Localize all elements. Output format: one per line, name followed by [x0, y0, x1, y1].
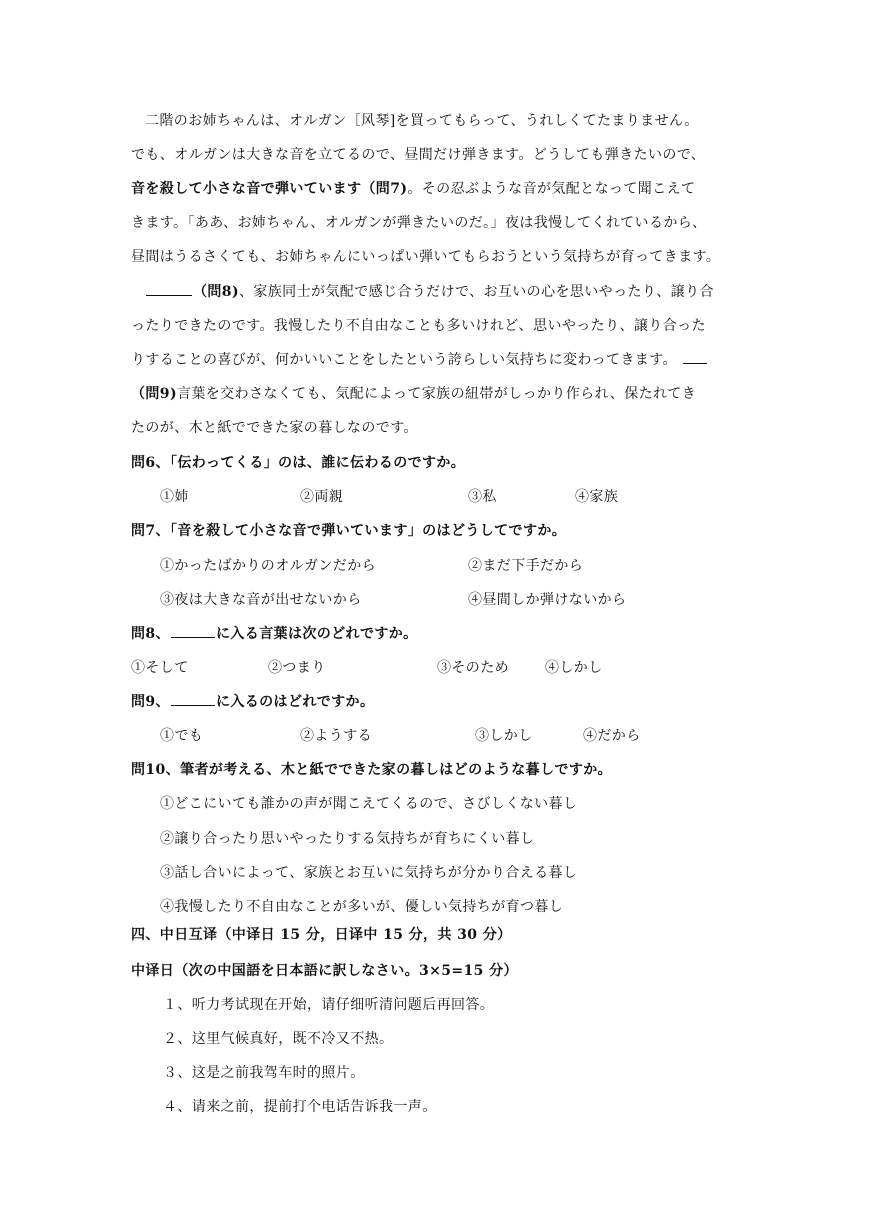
q7-option-3: ③夜は大きな音が出せないから	[160, 592, 362, 608]
passage-line-4: きます。「ああ、お姉ちゃん、オルガンが弾きたいのだ。」夜は我慢してくれているから、	[131, 215, 707, 231]
q6-option-2: ②両親	[300, 489, 344, 505]
q9-label: 問9、	[131, 694, 170, 710]
q10-option-1: ①どこにいても誰かの声が聞こえてくるので、さびしくない暮し	[160, 796, 578, 812]
passage-line-5: 昼間はうるさくても、お姉ちゃんにいっぱい弾いてもらおうという気持ちが育ってきます。	[131, 249, 721, 265]
question-10-title: 問10、筆者が考える、木と紙でできた家の暮しはどのような暮しですか。	[131, 762, 613, 778]
question-6-title: 問6、「伝わってくる」のは、誰に伝わるのですか。	[131, 455, 466, 471]
passage-line-1: 二階のお姉ちゃんは、オルガン［风琴]を買ってもらって、うれしくてたまりません。	[145, 113, 699, 129]
translation-item-4: ４、请来之前，提前打个电话告诉我一声。	[163, 1099, 437, 1115]
q7-option-2: ②まだ下手だから	[468, 558, 584, 574]
q10-option-2: ②譲り合ったり思いやったりする気持ちが育ちにくい暮し	[160, 831, 535, 847]
passage-text: 、家族同士が気配で感じ合うだけで、お互いの心を思いやったり、譲り合	[238, 284, 714, 300]
q9-option-2: ②ようする	[300, 728, 372, 744]
q9-option-4: ④だから	[583, 728, 641, 744]
passage-line-6	[145, 281, 755, 303]
translation-item-3: ３、这是之前我驾车时的照片。	[163, 1065, 365, 1081]
passage-line-9	[131, 383, 741, 405]
underlined-phrase-q7: 音を殺して小さな音で弾いています（問7)	[131, 181, 408, 197]
q8-option-2: ②つまり	[268, 660, 326, 676]
question-8-title	[131, 623, 741, 645]
blank-q9	[683, 349, 707, 364]
blank-q8	[146, 281, 192, 296]
q8-option-4: ④しかし	[545, 660, 603, 676]
q8-text: に入る言葉は次のどれですか。	[215, 626, 418, 642]
q8-option-1: ①そして	[131, 660, 189, 676]
q9-text: に入るのはどれですか。	[215, 694, 375, 710]
section-4-title: 四、中日互译（中译日 15 分，日译中 15 分，共 30 分）	[131, 927, 512, 943]
question-7-title: 問7、「音を殺して小さな音で弾いています」のはどうしてですか。	[131, 523, 567, 539]
question-marker-q9: （問9)	[131, 386, 177, 402]
q6-option-3: ③私	[468, 489, 497, 505]
passage-text: 。その忍ぶような音が気配となって聞こえて	[407, 181, 696, 197]
passage-text: 言葉を交わさなくても、気配によって家族の紐帯がしっかり作られ、保たれてき	[176, 386, 697, 402]
q8-blank	[171, 623, 215, 638]
passage-line-10: たのが、木と紙でできた家の暮しなのです。	[131, 420, 418, 436]
passage-line-7: ったりできたのです。我慢したり不自由なことも多いけれど、思いやったり、譲り合った	[131, 318, 706, 334]
passage-line-3	[131, 178, 741, 200]
q7-option-1: ①かったばかりのオルガンだから	[160, 558, 376, 574]
q9-blank	[171, 691, 215, 706]
question-9-title	[131, 691, 741, 713]
q9-option-3: ③しかし	[475, 728, 533, 744]
q9-option-1: ①でも	[160, 728, 204, 744]
q6-option-1: ①姉	[160, 489, 189, 505]
q8-option-3: ③そのため	[437, 660, 509, 676]
q6-option-4: ④家族	[575, 489, 619, 505]
passage-text: りすることの喜びが、何かいいことをしたという誇らしい気持ちに変わってきます。	[131, 352, 677, 368]
translation-item-1: １、听力考试现在开始，请仔细听清问题后再回答。	[163, 997, 495, 1013]
q10-option-4: ④我慢したり不自由なことが多いが、優しい気持ちが育つ暮し	[160, 899, 564, 915]
passage-line-2: でも、オルガンは大きな音を立てるので、昼間だけ弾きます。どうしても弾きたいので、	[131, 147, 706, 163]
passage-line-8	[131, 349, 741, 371]
question-marker-q8: （問8)	[193, 284, 239, 300]
q8-label: 問8、	[131, 626, 170, 642]
q7-option-4: ④昼間しか弾けないから	[468, 592, 627, 608]
section-4-subtitle: 中译日（次の中国語を日本語に訳しなさい。3×5=15 分）	[131, 963, 518, 979]
q10-option-3: ③話し合いによって、家族とお互いに気持ちが分かり合える暮し	[160, 865, 578, 881]
translation-item-2: ２、这里气候真好，既不冷又不热。	[163, 1031, 394, 1047]
